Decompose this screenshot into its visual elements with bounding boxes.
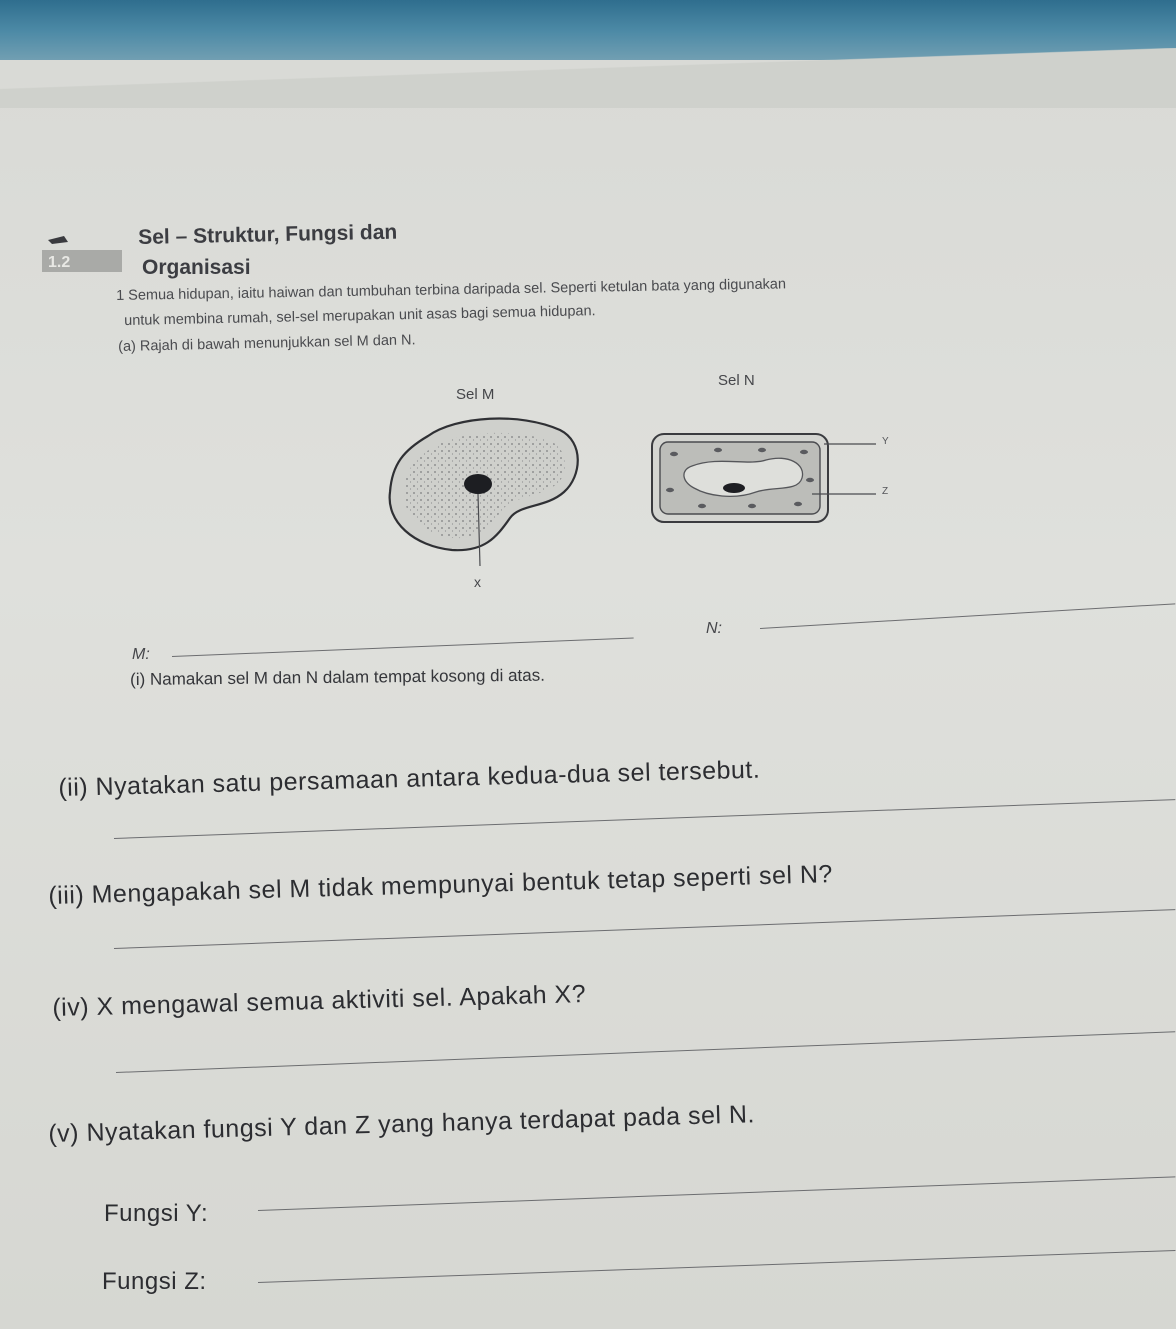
label-z: Z [882, 486, 889, 497]
cell-n-title: Sel N [718, 372, 755, 389]
answer-n-label: N: [706, 620, 722, 637]
sub-question-ii: (ii) Nyatakan satu persamaan antara kedua-dua sel tersebut. [58, 755, 761, 802]
fungsi-z-label: Fungsi Z: [102, 1268, 207, 1295]
topic-title-line2: Organisasi [142, 256, 251, 279]
sub-question-i: (i) Namakan sel M dan N dalam tempat kosong di atas. [130, 665, 545, 689]
sub-question-iv: (iv) X mengawal semua aktiviti sel. Apakah X? [52, 980, 587, 1022]
cell-n-nucleus [723, 483, 745, 493]
question-intro-line1: 1 Semua hidupan, iaitu haiwan dan tumbuhan terbina daripada sel. Seperti ketulan bata yang digunakan [116, 276, 787, 304]
page-top-edge [0, 48, 1176, 108]
label-y: Y [882, 436, 889, 447]
topic-badge-icon [40, 234, 124, 274]
cell-n-diagram [648, 420, 898, 540]
svg-text:1.2: 1.2 [48, 254, 71, 271]
sub-question-iii: (iii) Mengapakah sel M tidak mempunyai bentuk tetap seperti sel N? [48, 860, 834, 910]
cell-m-diagram [370, 400, 610, 600]
topic-title-line1: Sel – Struktur, Fungsi dan [138, 220, 398, 249]
cell-m-title: Sel M [456, 386, 495, 403]
label-x: x [474, 574, 481, 590]
cell-m-nucleus [464, 474, 492, 494]
fungsi-y-label: Fungsi Y: [104, 1200, 209, 1227]
part-a-instruction: (a) Rajah di bawah menunjukkan sel M dan N. [118, 332, 416, 355]
question-intro-line2: untuk membina rumah, sel-sel merupakan unit asas bagi semua hidupan. [124, 303, 596, 329]
answer-m-label: M: [132, 646, 150, 663]
sub-question-v: (v) Nyatakan fungsi Y dan Z yang hanya terdapat pada sel N. [48, 1100, 756, 1148]
